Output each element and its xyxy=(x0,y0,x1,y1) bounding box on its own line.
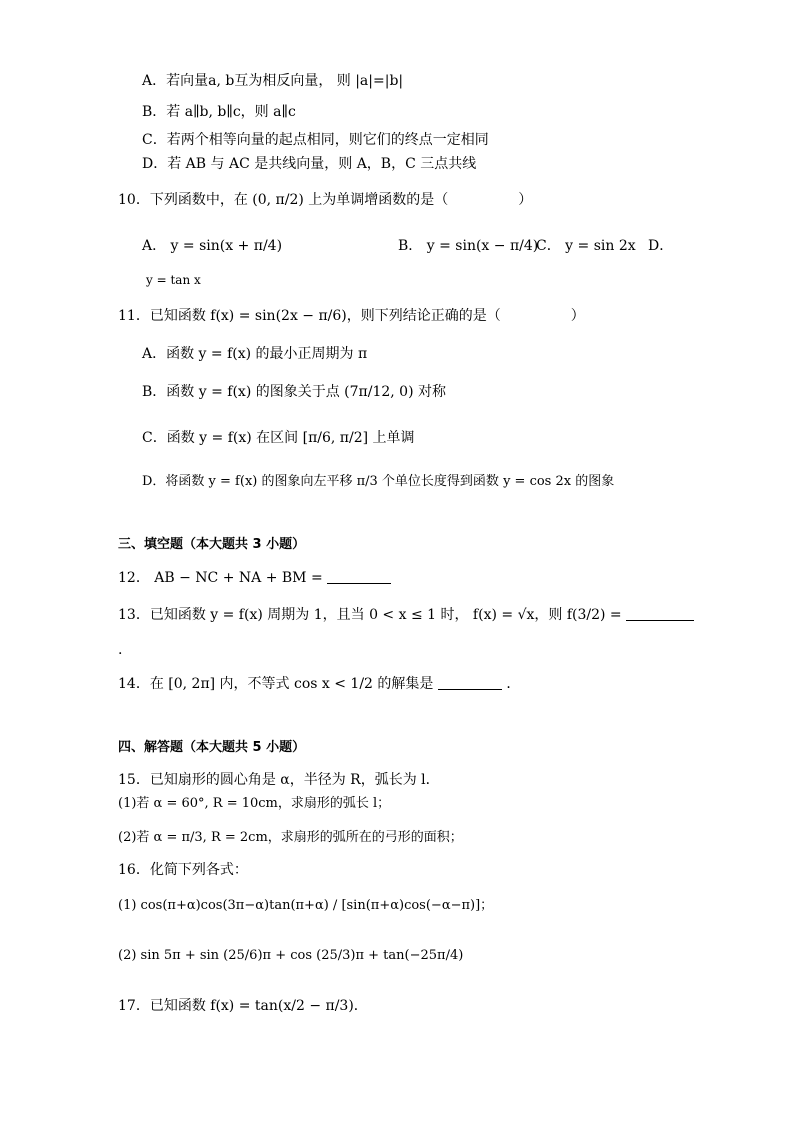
q14-line xyxy=(118,674,520,694)
q15-part-1: (1)若 α = 60°, R = 10cm，求扇形的弧长 l； xyxy=(118,796,391,811)
q10-option-d: D． xyxy=(648,238,674,254)
q9-option-c: C．若两个相等向量的起点相同，则它们的终点一定相同 xyxy=(142,132,489,148)
section-fill-in-title: 三、填空题（本大题共 3 小题） xyxy=(118,537,306,552)
q11-option-b: B．函数 y = f(x) 的图象关于点 (7π/12, 0) 对称 xyxy=(142,384,447,400)
q16-part-1: (1) cos(π+α)cos(3π−α)tan(π+α) / [sin(π+α)cos(−α−π)]； xyxy=(118,898,494,913)
q11-option-d: D．将函数 y = f(x) 的图象向左平移 π/3 个单位长度得到函数 y = cos 2x 的图象 xyxy=(142,474,615,489)
q14-end: ． xyxy=(506,676,521,692)
q13-continuation: . xyxy=(118,642,123,658)
q13-text: 13．已知函数 y = f(x) 周期为 1，且当 0 < x ≤ 1 时， f(x) = √x，则 f(3/2) = xyxy=(118,607,622,623)
q12-text: 12． AB − NC + NA + BM = xyxy=(118,570,323,586)
q12-line xyxy=(118,568,391,588)
q16-part-2: (2) sin 5π + sin (25/6)π + cos (25/3)π + tan(−25π/4) xyxy=(118,948,464,963)
q16-stem: 16．化简下列各式： xyxy=(118,862,248,878)
q9-option-a: A．若向量a, b互为相反向量， 则 |a|=|b| xyxy=(142,73,404,89)
q11-stem: 11．已知函数 f(x) = sin(2x − π/6)，则下列结论正确的是（ ） xyxy=(118,308,585,324)
section-solve-title: 四、解答题（本大题共 5 小题） xyxy=(118,740,306,755)
q11-option-c: C．函数 y = f(x) 在区间 [π/6, π/2] 上单调 xyxy=(142,430,415,446)
q17-stem: 17．已知函数 f(x) = tan(x/2 − π/3)． xyxy=(118,998,368,1014)
q11-option-a: A．函数 y = f(x) 的最小正周期为 π xyxy=(142,346,368,362)
q15-stem: 15．已知扇形的圆心角是 α，半径为 R，弧长为 l． xyxy=(118,772,440,788)
q15-part-2: (2)若 α = π/3, R = 2cm，求扇形的弧所在的弓形的面积； xyxy=(118,830,463,845)
q10-option-c: C． y = sin 2x xyxy=(536,238,636,254)
q9-option-d: D．若 AB 与 AC 是共线向量，则 A，B，C 三点共线 xyxy=(142,156,477,172)
q10-option-a: A． y = sin(x + π/4) xyxy=(142,238,283,254)
q10-option-d-value: y = tan x xyxy=(146,273,201,287)
q10-stem: 10．下列函数中，在 (0, π/2) 上为单调增函数的是（ ） xyxy=(118,192,533,208)
q14-text: 14．在 [0, 2π] 内，不等式 cos x < 1/2 的解集是 xyxy=(118,676,434,692)
q12-answer-blank xyxy=(327,569,391,584)
q13-answer-blank xyxy=(626,606,694,621)
q14-answer-blank xyxy=(438,675,502,690)
q10-option-b: B． y = sin(x − π/4) xyxy=(398,238,539,254)
q13-line xyxy=(118,605,694,625)
q9-option-b: B．若 a∥b, b∥c，则 a∥c xyxy=(142,104,296,120)
